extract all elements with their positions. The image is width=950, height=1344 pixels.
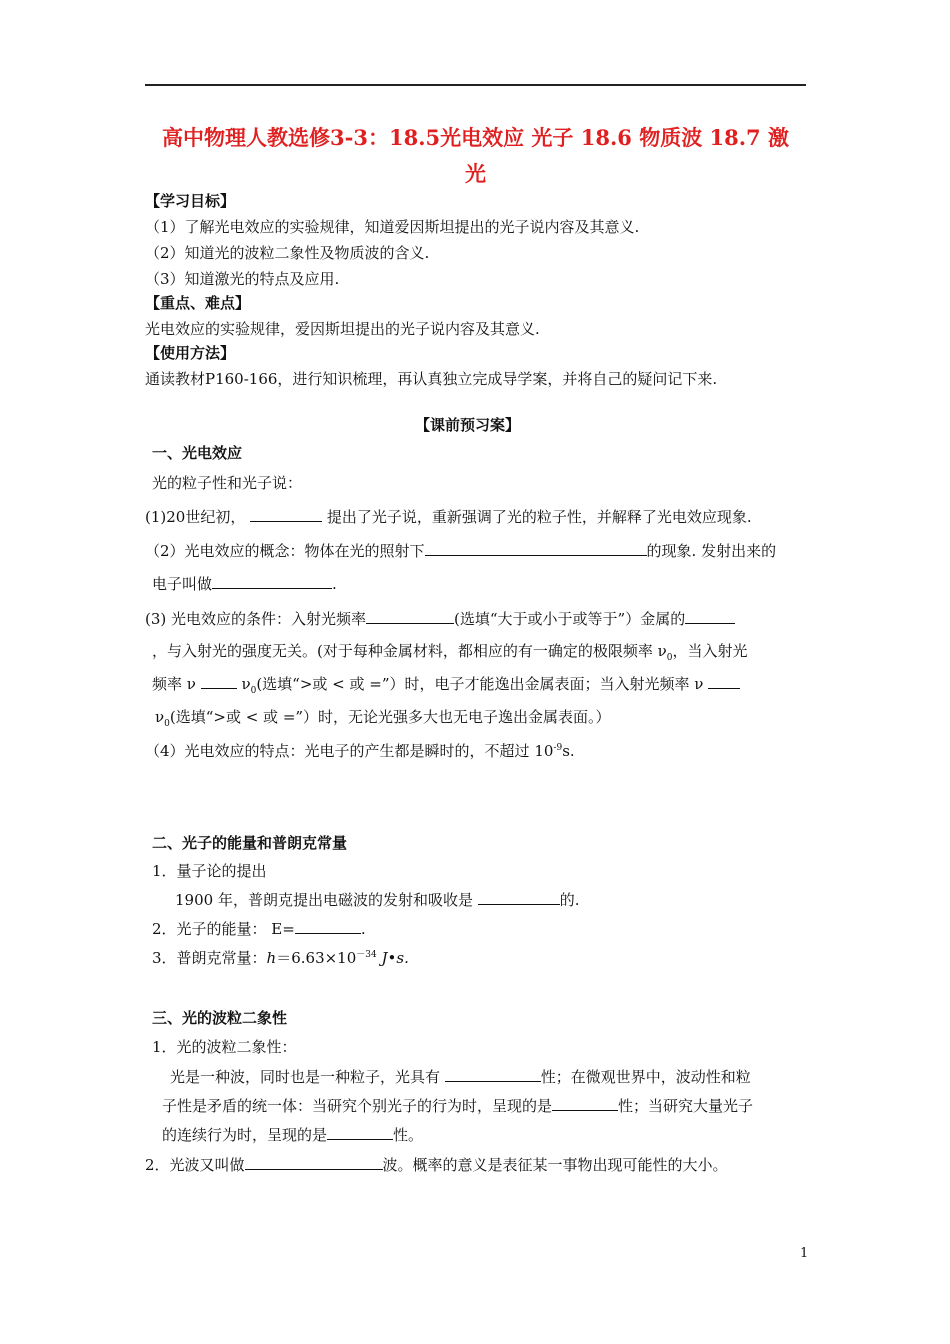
question-text: 的. (559, 891, 580, 909)
question-text: (选填“>或 < 或 =”）时，电子才能逸出金属表面；当入射光频率 ν (256, 675, 704, 693)
question-text: 子性是矛盾的统一体：当研究个别光子的行为时，呈现的是 (162, 1097, 553, 1115)
section3-heading: 三、光的波粒二象性 (152, 1009, 288, 1027)
section3-paragraph (162, 1095, 753, 1116)
question-text: 电子叫做 (152, 575, 213, 593)
question-text: 1900 年，普朗克提出电磁波的发射和吸收是 (175, 891, 473, 909)
question-1 (145, 506, 752, 527)
planck-symbol: h (266, 949, 277, 967)
question-text: ，当入射光 (672, 642, 748, 660)
subscript: 0 (666, 653, 673, 663)
answer-blank[interactable] (425, 541, 647, 556)
answer-blank[interactable] (212, 574, 332, 589)
answer-blank[interactable] (295, 919, 361, 934)
question-2 (145, 540, 776, 561)
question-text: 提出了光子说，重新强调了光的粒子性，并解释了光电效应现象. (326, 508, 752, 526)
objectives-heading: 【学习目标】 (145, 192, 236, 210)
answer-blank[interactable] (366, 609, 454, 624)
answer-blank[interactable] (327, 1125, 393, 1140)
question-text: (选填“>或 < 或 =”）时，无论光强多大也无电子逸出金属表面。） (169, 708, 611, 726)
question-text: 性；当研究大量光子 (618, 1097, 754, 1115)
question-text: ν (241, 675, 251, 693)
question-text: s. (562, 742, 575, 760)
document-title-line1: 高中物理人教选修3-3：18.5光电效应 光子 18.6 物质波 18.7 激 (162, 125, 789, 150)
section1-heading: 一、光电效应 (152, 444, 243, 462)
question-text: 波。概率的意义是表征某一事物出现可能性的大小。 (382, 1156, 728, 1174)
section3-item (145, 1154, 728, 1175)
question-text: 2．光子的能量： E= (152, 920, 295, 938)
answer-blank[interactable] (201, 674, 237, 689)
section2-item-text (175, 889, 580, 910)
page-number: 1 (800, 1246, 809, 1261)
usage-text: 通读教材P160-166，进行知识梳理，再认真独立完成导学案，并将自己的疑问记下来. (145, 370, 718, 388)
preview-heading: 【课前预习案】 (415, 416, 521, 434)
question-4 (145, 740, 575, 761)
question-text: 频率 ν (152, 675, 196, 693)
answer-blank[interactable] (708, 674, 740, 689)
question-2-cont (152, 573, 337, 594)
question-text: 的现象. 发射出来的 (646, 542, 777, 560)
section1-intro: 光的粒子性和光子说： (152, 474, 303, 492)
section2-heading: 二、光子的能量和普朗克常量 (152, 834, 348, 852)
unit-text: J•s. (381, 949, 409, 967)
answer-blank[interactable] (552, 1096, 618, 1111)
superscript: -9 (553, 743, 563, 753)
section3-paragraph (170, 1066, 751, 1087)
question-text: ν (155, 708, 165, 726)
question-text: (1)20世纪初， (145, 508, 246, 526)
section2-item (152, 918, 366, 939)
section3-item: 1．光的波粒二象性： (152, 1038, 297, 1056)
objective-item: （1）了解光电效应的实验规律，知道爱因斯坦提出的光子说内容及其意义. (145, 218, 640, 236)
section2-item (152, 947, 409, 968)
question-text: ，与入射光的强度无关。(对于每种金属材料，都相应的有一确定的极限频率 ν (152, 642, 667, 660)
question-text: (选填“大于或小于或等于”）金属的 (454, 610, 686, 628)
answer-blank[interactable] (250, 507, 322, 522)
answer-blank[interactable] (478, 890, 560, 905)
key-points-heading: 【重点、难点】 (145, 294, 251, 312)
question-3-cont (152, 640, 748, 663)
answer-blank[interactable] (445, 1067, 541, 1082)
usage-heading: 【使用方法】 (145, 344, 236, 362)
section2-item: 1．量子论的提出 (152, 862, 267, 880)
subscript: 0 (164, 719, 170, 729)
objective-item: （3）知道激光的特点及应用. (145, 270, 340, 288)
question-text: （2）光电效应的概念：物体在光的照射下 (145, 542, 425, 560)
question-text: 2．光波又叫做 (145, 1156, 245, 1174)
question-text: (3) 光电效应的条件：入射光频率 (145, 610, 367, 628)
question-text: 3．普朗克常量： (152, 949, 267, 967)
question-3 (145, 608, 735, 629)
question-text: ＝6.63×10 (276, 949, 357, 967)
question-text: . (360, 920, 366, 938)
question-3-cont (155, 706, 611, 729)
question-text: 性；在微观世界中，波动性和粒 (540, 1068, 751, 1086)
header-rule (145, 84, 806, 86)
answer-blank[interactable] (685, 609, 735, 624)
document-title-line2: 光 (465, 161, 486, 186)
question-text: . (332, 575, 337, 593)
question-text: （4）光电效应的特点：光电子的产生都是瞬时的，不超过 10 (145, 742, 554, 760)
question-3-cont (152, 673, 740, 696)
key-points-text: 光电效应的实验规律，爱因斯坦提出的光子说内容及其意义. (145, 320, 540, 338)
superscript: －34 (356, 950, 377, 960)
section3-paragraph (162, 1124, 423, 1145)
answer-blank[interactable] (245, 1155, 383, 1170)
subscript: 0 (250, 686, 257, 696)
objective-item: （2）知道光的波粒二象性及物质波的含义. (145, 244, 430, 262)
question-text: 光是一种波，同时也是一种粒子，光具有 (170, 1068, 441, 1086)
question-text: 性。 (393, 1126, 424, 1144)
question-text: 的连续行为时，呈现的是 (162, 1126, 328, 1144)
